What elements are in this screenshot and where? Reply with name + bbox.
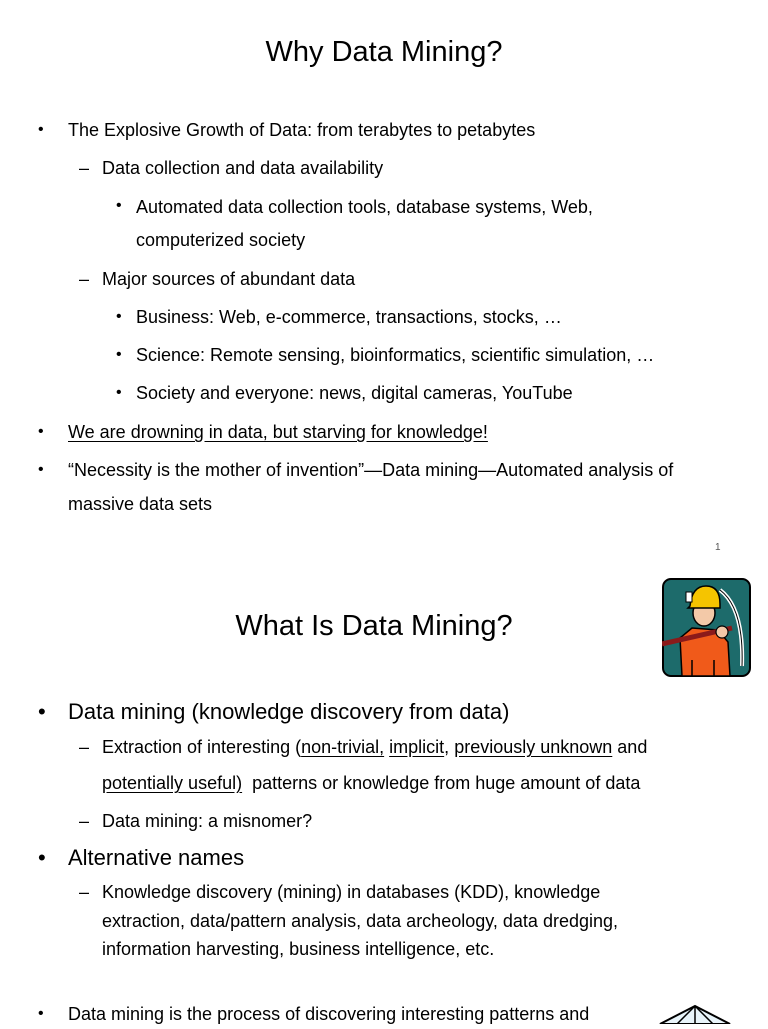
bullet-text: Data mining is the process of discovering interesting patterns and — [68, 1004, 590, 1024]
text-run: patterns or knowledge from huge amount of data — [252, 773, 641, 793]
sub-sub-bullet-text: Science: Remote sensing, bioinformatics, scientific simulation, … — [136, 345, 655, 365]
text-run: Extraction of interesting ( — [102, 737, 302, 757]
bullet-dot: • — [116, 346, 122, 363]
text-run: and — [617, 737, 648, 757]
underlined-term: previously unknown — [454, 737, 613, 757]
slide-title-what: What Is Data Mining? — [235, 610, 513, 642]
sub-bullet-text: Knowledge discovery (mining) in databases (KDD), knowledge — [102, 882, 601, 902]
sub-bullet-text: information harvesting, business intelligence, etc. — [102, 939, 495, 959]
sub-sub-bullet-text: Business: Web, e-commerce, transactions, stocks, … — [136, 307, 562, 327]
bullet-text: Alternative names — [68, 845, 245, 870]
underlined-term: potentially useful) — [102, 773, 243, 793]
bullet-dot: • — [38, 845, 46, 870]
dash-marker: – — [79, 737, 90, 757]
underlined-term: implicit — [389, 737, 445, 757]
miner-icon — [662, 578, 751, 677]
dash-marker: – — [79, 811, 90, 831]
bullet-dot: • — [38, 121, 44, 138]
sub-sub-bullet-text: Automated data collection tools, database systems, Web, — [136, 197, 593, 217]
sub-bullet-text — [102, 737, 647, 758]
bullet-dot: • — [38, 461, 44, 478]
bullet-dot: • — [38, 1005, 44, 1022]
dash-marker: – — [79, 158, 90, 178]
bullet-dot: • — [116, 308, 122, 325]
slide-title-why: Why Data Mining? — [265, 36, 503, 68]
text-run: , — [444, 737, 450, 757]
dash-marker: – — [79, 269, 90, 289]
bullet-text: “Necessity is the mother of invention”—Data mining—Automated analysis of — [68, 460, 674, 480]
bullet-dot: • — [116, 384, 122, 401]
underlined-quote: We are drowning in data, but starving for knowledge! — [68, 422, 488, 442]
sub-bullet-text: Major sources of abundant data — [102, 269, 356, 289]
sub-sub-bullet-text: Society and everyone: news, digital cameras, YouTube — [136, 383, 573, 403]
dash-marker: – — [79, 882, 90, 902]
diamond-icon — [655, 1004, 735, 1024]
bullet-dot: • — [38, 423, 44, 440]
sub-bullet-text: Data collection and data availability — [102, 158, 384, 178]
sub-bullet-text: extraction, data/pattern analysis, data archeology, data dredging, — [102, 911, 618, 931]
bullet-dot: • — [38, 699, 46, 724]
page-number: 1 — [715, 542, 721, 553]
bullet-text: Data mining (knowledge discovery from data) — [68, 699, 510, 724]
sub-bullet-text: Data mining: a misnomer? — [102, 811, 313, 831]
sub-sub-bullet-text: computerized society — [136, 230, 306, 250]
bullet-text-underlined — [68, 422, 488, 443]
sub-bullet-text — [102, 773, 640, 794]
bullet-dot: • — [116, 197, 122, 214]
bullet-text: massive data sets — [68, 494, 213, 514]
bullet-text: The Explosive Growth of Data: from terabytes to petabytes — [68, 120, 536, 140]
underlined-term: non-trivial, — [301, 737, 385, 757]
